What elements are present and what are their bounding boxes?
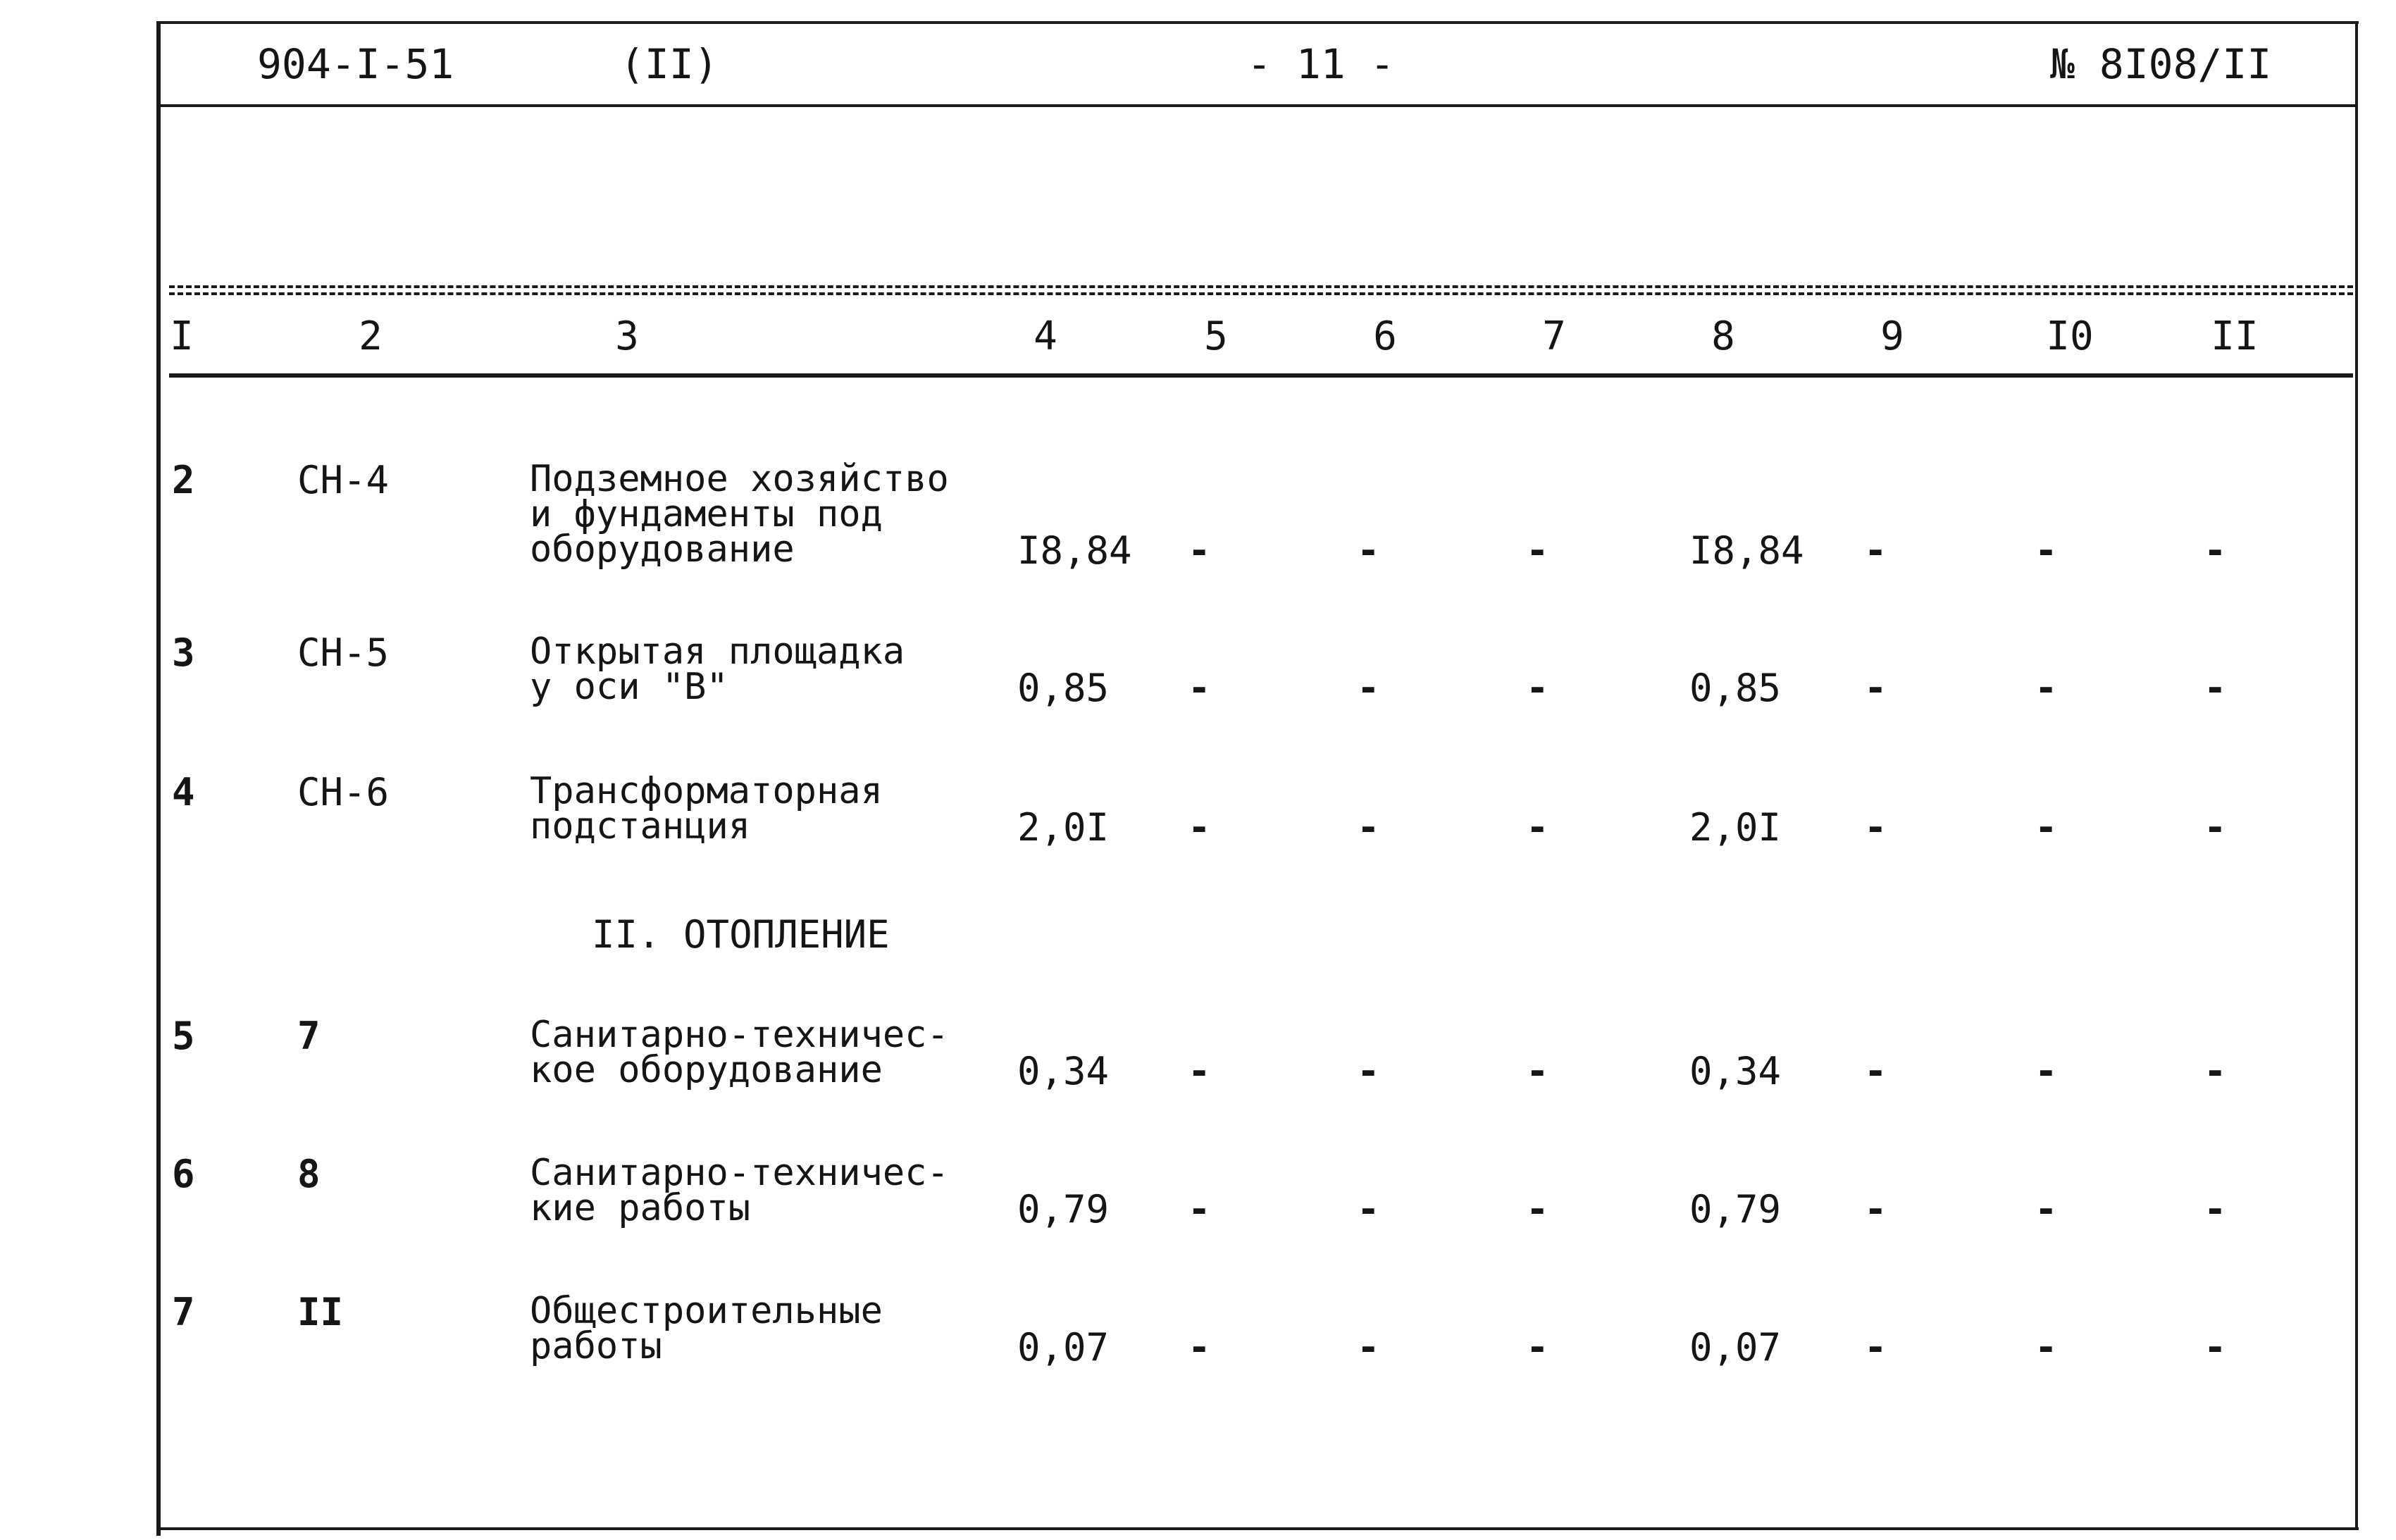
value-col-10: - xyxy=(2035,805,2058,850)
value-col-4: 0,34 xyxy=(1017,1049,1110,1093)
row-number: 4 xyxy=(172,770,195,814)
value-col-5: - xyxy=(1188,1187,1211,1231)
value-col-9: - xyxy=(1864,1187,1887,1231)
value-col-5: - xyxy=(1188,1325,1211,1370)
section-title: II. ОТОПЛЕНИЕ xyxy=(592,912,890,957)
value-col-7: - xyxy=(1526,666,1549,710)
row-number: 5 xyxy=(172,1014,195,1058)
value-col-6: - xyxy=(1357,1049,1380,1093)
value-col-6: - xyxy=(1357,805,1380,850)
value-col-4: 0,85 xyxy=(1017,666,1110,710)
estimate-code: 8 xyxy=(297,1152,321,1196)
row-number: 7 xyxy=(172,1290,195,1334)
value-col-8: I8,84 xyxy=(1689,528,1804,573)
value-col-5: - xyxy=(1188,666,1211,710)
value-col-8: 0,34 xyxy=(1689,1049,1782,1093)
value-col-9: - xyxy=(1864,805,1887,850)
column-number-7: 7 xyxy=(1542,313,1566,359)
value-col-4: I8,84 xyxy=(1017,528,1132,573)
column-number-3: 3 xyxy=(615,313,639,359)
work-description: Общестроительные работы xyxy=(530,1290,883,1367)
value-col-4: 0,07 xyxy=(1017,1325,1110,1370)
value-col-11: - xyxy=(2204,666,2227,710)
column-number-9: 9 xyxy=(1880,313,1904,359)
value-col-5: - xyxy=(1188,528,1211,573)
value-col-7: - xyxy=(1526,805,1549,850)
value-col-8: 0,85 xyxy=(1689,666,1782,710)
value-col-6: - xyxy=(1357,666,1380,710)
column-number-6: 6 xyxy=(1373,313,1397,359)
value-col-5: - xyxy=(1188,805,1211,850)
value-col-10: - xyxy=(2035,666,2058,710)
work-description: Санитарно-техничес- кое оборудование xyxy=(530,1014,949,1091)
table-top-double-rule xyxy=(169,285,2353,295)
page-number: - 11 - xyxy=(1247,40,1395,88)
column-number-1: I xyxy=(170,313,194,359)
value-col-4: 0,79 xyxy=(1017,1187,1110,1231)
header-divider xyxy=(161,104,2355,107)
column-number-2: 2 xyxy=(359,313,383,359)
value-col-11: - xyxy=(2204,805,2227,850)
value-col-7: - xyxy=(1526,528,1549,573)
value-col-5: - xyxy=(1188,1049,1211,1093)
estimate-code: II xyxy=(297,1290,344,1334)
column-number-11: II xyxy=(2211,313,2259,359)
value-col-6: - xyxy=(1357,528,1380,573)
document-number: № 8I08/II xyxy=(2050,40,2272,88)
value-col-10: - xyxy=(2035,1325,2058,1370)
value-col-11: - xyxy=(2204,1187,2227,1231)
estimate-code: СН-4 xyxy=(297,458,390,502)
part-label: (II) xyxy=(620,40,719,88)
column-number-5: 5 xyxy=(1204,313,1228,359)
value-col-7: - xyxy=(1526,1049,1549,1093)
value-col-9: - xyxy=(1864,666,1887,710)
value-col-4: 2,0I xyxy=(1017,805,1110,850)
frame-right-border xyxy=(2355,21,2358,1529)
value-col-9: - xyxy=(1864,1325,1887,1370)
value-col-9: - xyxy=(1864,1049,1887,1093)
value-col-11: - xyxy=(2204,528,2227,573)
value-col-11: - xyxy=(2204,1325,2227,1370)
value-col-8: 0,79 xyxy=(1689,1187,1782,1231)
work-description: Трансформаторная подстанция xyxy=(530,770,883,847)
value-col-10: - xyxy=(2035,528,2058,573)
estimate-code: 7 xyxy=(297,1014,321,1058)
value-col-7: - xyxy=(1526,1325,1549,1370)
value-col-8: 0,07 xyxy=(1689,1325,1782,1370)
work-description: Санитарно-техничес- кие работы xyxy=(530,1152,949,1229)
value-col-10: - xyxy=(2035,1049,2058,1093)
frame-left-border xyxy=(156,21,161,1536)
value-col-9: - xyxy=(1864,528,1887,573)
column-number-10: I0 xyxy=(2046,313,2094,359)
column-number-8: 8 xyxy=(1711,313,1735,359)
value-col-11: - xyxy=(2204,1049,2227,1093)
estimate-code: СН-6 xyxy=(297,770,390,814)
series-code: 904-I-51 xyxy=(257,40,454,88)
estimate-code: СН-5 xyxy=(297,631,390,675)
frame-top-border xyxy=(161,21,2359,24)
value-col-10: - xyxy=(2035,1187,2058,1231)
value-col-6: - xyxy=(1357,1325,1380,1370)
value-col-7: - xyxy=(1526,1187,1549,1231)
column-number-rule xyxy=(169,373,2353,378)
column-number-4: 4 xyxy=(1033,313,1057,359)
work-description: Подземное хозяйство и фундаменты под оборудование xyxy=(530,458,949,571)
row-number: 2 xyxy=(172,458,195,502)
frame-bottom-border xyxy=(161,1527,2359,1530)
value-col-6: - xyxy=(1357,1187,1380,1231)
work-description: Открытая площадка у оси "В" xyxy=(530,631,905,708)
value-col-8: 2,0I xyxy=(1689,805,1782,850)
row-number: 3 xyxy=(172,631,195,675)
row-number: 6 xyxy=(172,1152,195,1196)
